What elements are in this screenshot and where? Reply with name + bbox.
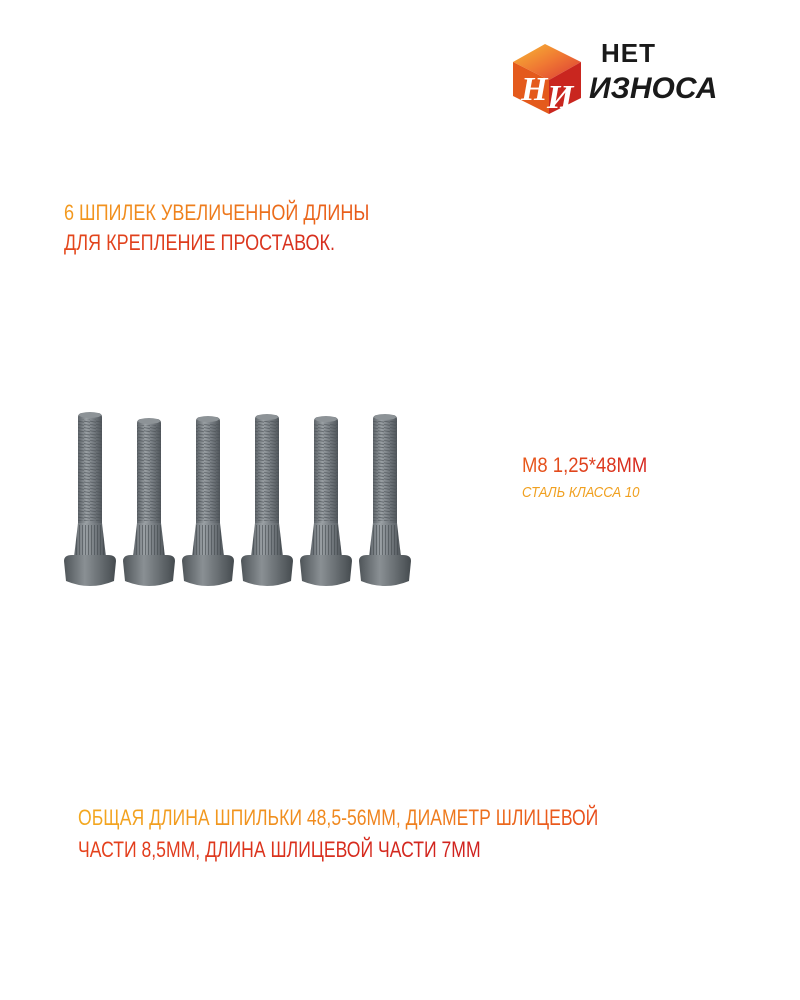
footer-line-2: ЧАСТИ 8,5ММ, ДЛИНА ШЛИЦЕВОЙ ЧАСТИ 7ММ	[78, 834, 598, 866]
headline-line-1: 6 ШПИЛЕК УВЕЛИЧЕННОЙ ДЛИНЫ	[64, 198, 369, 228]
headline	[64, 198, 369, 258]
spec-size: M8 1,25*48ММ	[522, 452, 647, 480]
brand-logo	[505, 36, 770, 116]
svg-text:Н: Н	[521, 71, 548, 108]
logo-hi-cube-icon	[505, 36, 595, 116]
svg-text:И: И	[547, 79, 574, 116]
product-image	[60, 395, 440, 605]
logo-text-bottom: ИЗНОСА	[589, 72, 718, 105]
wheel-stud	[241, 414, 293, 586]
footer-line-1: ОБЩАЯ ДЛИНА ШПИЛЬКИ 48,5-56ММ, ДИАМЕТР ШЛИЦЕВОЙ	[78, 802, 598, 834]
footer-dimensions	[78, 802, 598, 866]
spec-block	[522, 452, 647, 506]
wheel-stud	[64, 412, 116, 586]
wheel-stud	[123, 418, 175, 586]
logo-text-top: НЕТ	[601, 38, 656, 68]
spec-material: СТАЛЬ КЛАССА 10	[522, 484, 640, 501]
wheel-stud	[300, 416, 352, 586]
wheel-stud	[182, 416, 234, 586]
wheel-studs-icon	[60, 395, 440, 605]
wheel-stud	[359, 414, 411, 586]
headline-line-2: ДЛЯ КРЕПЛЕНИЕ ПРОСТАВОК.	[64, 228, 369, 258]
